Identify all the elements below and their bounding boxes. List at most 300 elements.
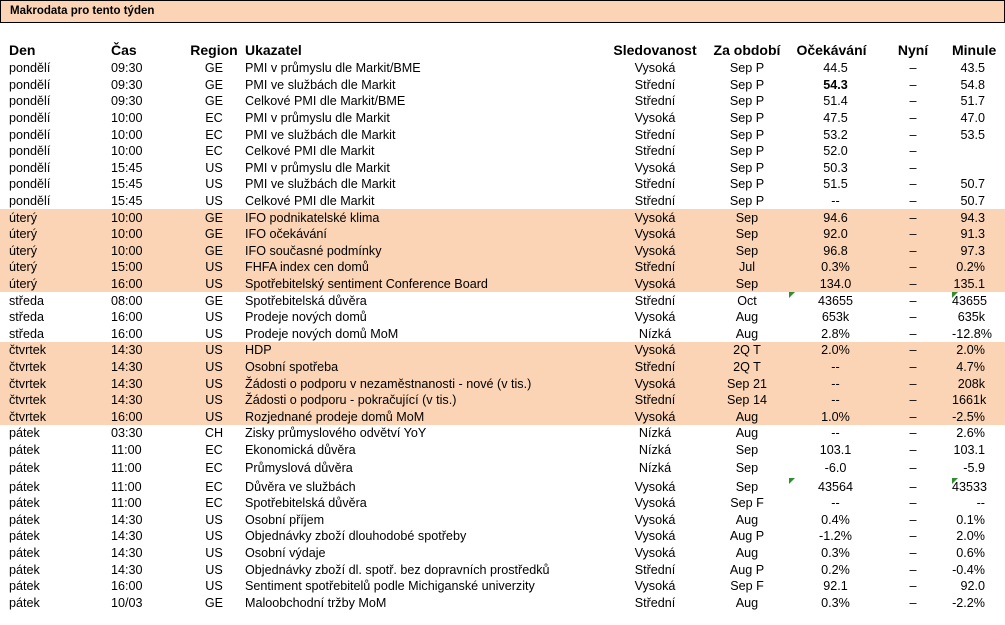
cell-ocekavani-text: 94.6 <box>823 210 848 225</box>
cell-den-text: pátek <box>9 479 40 494</box>
cell-sledovanost <box>605 60 705 77</box>
cell-ukazatel-text: PMI ve službách dle Markit <box>245 127 396 142</box>
cell-minule <box>952 209 1005 226</box>
cell-ukazatel-text: Prodeje nových domů MoM <box>245 326 399 341</box>
cell-sledovanost-text: Vysoká <box>634 210 676 225</box>
cell-nyni <box>874 60 952 77</box>
cell-sledovanost-text: Vysoká <box>634 243 676 258</box>
cell-ocekavani-text: 2.0% <box>821 343 850 358</box>
cell-ocekavani-text: 51.5 <box>823 177 848 192</box>
cell-sledovanost <box>605 594 705 611</box>
cell-ukazatel <box>245 126 605 143</box>
cell-minule-text: 135.1 <box>953 277 985 292</box>
cell-ukazatel <box>245 478 605 495</box>
cell-cas <box>111 226 183 243</box>
cell-ukazatel <box>245 578 605 595</box>
cell-minule-text: -12.8% <box>952 326 992 341</box>
cell-nyni-text: – <box>909 77 917 92</box>
cell-za-obdobi-text: Sep P <box>729 94 765 109</box>
cell-nyni <box>874 193 952 210</box>
cell-nyni-text: – <box>909 376 917 391</box>
cell-den <box>0 243 111 260</box>
cell-sledovanost <box>605 359 705 376</box>
cell-den-text: pondělí <box>9 111 51 126</box>
cell-cas-text: 14:30 <box>111 376 143 391</box>
cell-za-obdobi <box>705 143 789 160</box>
cell-cas-text: 16:00 <box>111 310 143 325</box>
cell-ukazatel-text: Prodeje nových domů <box>245 310 367 325</box>
cell-minule-text: 51.7 <box>960 94 985 109</box>
cell-ukazatel <box>245 545 605 562</box>
cell-ocekavani-text: -6.0 <box>824 461 847 476</box>
cell-den <box>0 528 111 545</box>
cell-nyni <box>874 408 952 425</box>
cell-minule <box>952 243 1005 260</box>
cell-region <box>183 110 245 127</box>
cell-region-text: US <box>205 579 223 594</box>
cell-za-obdobi-text: Sep P <box>729 111 765 126</box>
cell-region-text: EC <box>205 496 223 511</box>
cell-nyni <box>874 495 952 512</box>
cell-region-text: US <box>205 409 223 424</box>
header-ukazatel: Ukazatel <box>245 42 302 58</box>
cell-ocekavani <box>789 342 874 359</box>
cell-sledovanost-text: Nízká <box>638 326 672 341</box>
cell-region-text: GE <box>204 595 224 610</box>
cell-nyni-text: – <box>909 194 917 209</box>
cell-ocekavani <box>789 359 874 376</box>
cell-sledovanost <box>605 495 705 512</box>
cell-ocekavani-text: 47.5 <box>823 111 848 126</box>
cell-region-text: EC <box>205 144 223 159</box>
cell-ukazatel <box>245 342 605 359</box>
cell-za-obdobi <box>705 193 789 210</box>
cell-region-text: GE <box>204 243 224 258</box>
cell-ocekavani <box>789 176 874 193</box>
cell-cas <box>111 495 183 512</box>
cell-ukazatel <box>245 309 605 326</box>
cell-nyni <box>874 309 952 326</box>
table-row <box>0 209 1005 226</box>
cell-sledovanost <box>605 126 705 143</box>
cell-minule-text: 50.7 <box>960 194 985 209</box>
cell-za-obdobi <box>705 578 789 595</box>
cell-cas <box>111 160 183 177</box>
table-row <box>0 495 1005 512</box>
cell-sledovanost-text: Střední <box>634 260 676 275</box>
cell-cas-text: 09:30 <box>111 94 143 109</box>
cell-nyni-text: – <box>909 545 917 560</box>
cell-za-obdobi <box>705 375 789 392</box>
cell-cas-text: 14:30 <box>111 343 143 358</box>
cell-minule-text: 103.1 <box>953 442 985 457</box>
cell-sledovanost <box>605 545 705 562</box>
cell-den <box>0 126 111 143</box>
cell-nyni-text: – <box>909 144 917 159</box>
cell-nyni <box>874 110 952 127</box>
cell-nyni <box>874 375 952 392</box>
cell-cas-text: 14:30 <box>111 529 143 544</box>
cell-den-text: pátek <box>9 595 40 610</box>
cell-za-obdobi <box>705 243 789 260</box>
cell-sledovanost <box>605 243 705 260</box>
cell-za-obdobi <box>705 408 789 425</box>
cell-region-text: US <box>205 545 223 560</box>
cell-ocekavani-text: 653k <box>821 310 850 325</box>
cell-cas-text: 08:00 <box>111 293 143 308</box>
cell-ukazatel <box>245 143 605 160</box>
cell-ukazatel-text: IFO očekávání <box>245 227 327 242</box>
cell-nyni-text: – <box>909 210 917 225</box>
cell-note-marker-icon <box>789 292 795 298</box>
cell-ukazatel <box>245 594 605 611</box>
cell-cas-text: 14:30 <box>111 393 143 408</box>
cell-den-text: čtvrtek <box>9 409 47 424</box>
cell-sledovanost-text: Střední <box>634 194 676 209</box>
header-za-obdobi: Za období <box>713 42 781 58</box>
table-row <box>0 176 1005 193</box>
cell-sledovanost-text: Nízká <box>638 461 672 476</box>
cell-sledovanost <box>605 276 705 293</box>
cell-cas <box>111 143 183 160</box>
table-row <box>0 143 1005 160</box>
cell-ocekavani-text: 52.0 <box>823 144 848 159</box>
cell-ukazatel-text: IFO současné podmínky <box>245 243 382 258</box>
cell-sledovanost-text: Střední <box>634 94 676 109</box>
cell-nyni-text: – <box>909 529 917 544</box>
cell-den <box>0 276 111 293</box>
cell-ukazatel <box>245 442 605 459</box>
cell-ukazatel-text: PMI ve službách dle Markit <box>245 77 396 92</box>
cell-cas-text: 15:45 <box>111 160 143 175</box>
cell-region-text: GE <box>204 293 224 308</box>
table-row <box>0 594 1005 611</box>
cell-minule-text: 0.6% <box>956 545 985 560</box>
cell-za-obdobi-text: Sep <box>735 210 759 225</box>
cell-nyni-text: – <box>909 595 917 610</box>
cell-sledovanost <box>605 408 705 425</box>
cell-minule <box>952 160 1005 177</box>
cell-ocekavani <box>789 143 874 160</box>
cell-minule <box>952 309 1005 326</box>
cell-za-obdobi-text: Aug <box>735 409 759 424</box>
cell-nyni-text: – <box>909 227 917 242</box>
table-row <box>0 126 1005 143</box>
cell-region <box>183 226 245 243</box>
header-cas: Čas <box>111 42 137 58</box>
table-row <box>0 578 1005 595</box>
cell-region <box>183 425 245 442</box>
cell-cas-text: 16:00 <box>111 409 143 424</box>
cell-ocekavani <box>789 511 874 528</box>
cell-nyni <box>874 359 952 376</box>
cell-cas-text: 03:30 <box>111 426 143 441</box>
cell-ukazatel-text: Objednávky zboží dlouhodobé spotřeby <box>245 529 467 544</box>
cell-za-obdobi-text: Sep <box>735 227 759 242</box>
cell-nyni <box>874 425 952 442</box>
cell-nyni-text: – <box>909 562 917 577</box>
cell-ocekavani <box>789 594 874 611</box>
cell-za-obdobi <box>705 160 789 177</box>
cell-cas-text: 09:30 <box>111 61 143 76</box>
cell-cas <box>111 359 183 376</box>
cell-minule <box>952 528 1005 545</box>
cell-cas <box>111 342 183 359</box>
cell-za-obdobi-text: Sep P <box>729 177 765 192</box>
cell-den <box>0 458 111 478</box>
cell-cas-text: 10:00 <box>111 210 143 225</box>
cell-region <box>183 93 245 110</box>
cell-region-text: US <box>205 343 223 358</box>
cell-minule <box>952 594 1005 611</box>
cell-nyni <box>874 594 952 611</box>
cell-sledovanost-text: Střední <box>634 359 676 374</box>
cell-ukazatel-text: PMI v průmyslu dle Markit/BME <box>245 61 421 76</box>
cell-za-obdobi <box>705 359 789 376</box>
cell-region-text: US <box>205 393 223 408</box>
table-row <box>0 528 1005 545</box>
cell-den-text: úterý <box>9 277 37 292</box>
cell-nyni-text: – <box>909 310 917 325</box>
cell-region-text: US <box>205 260 223 275</box>
cell-sledovanost-text: Nízká <box>638 442 672 457</box>
cell-minule-text: 4.7% <box>956 359 985 374</box>
cell-sledovanost <box>605 478 705 495</box>
cell-region-text: US <box>205 529 223 544</box>
cell-ukazatel <box>245 458 605 478</box>
cell-den-text: pondělí <box>9 160 51 175</box>
cell-ukazatel-text: Zisky průmyslového odvětví YoY <box>245 426 427 441</box>
cell-den <box>0 495 111 512</box>
cell-ukazatel-text: Spotřebitelská důvěra <box>245 293 367 308</box>
cell-ocekavani-text: 0.3% <box>821 545 850 560</box>
cell-ocekavani-text: -- <box>831 496 840 511</box>
cell-ocekavani-text: 54.3 <box>823 77 848 92</box>
cell-ocekavani-text: 1.0% <box>821 409 850 424</box>
cell-cas-text: 14:30 <box>111 562 143 577</box>
table-row <box>0 193 1005 210</box>
cell-ocekavani <box>789 126 874 143</box>
table-row <box>0 458 1005 478</box>
cell-den <box>0 392 111 409</box>
cell-za-obdobi-text: Sep 21 <box>727 376 767 391</box>
cell-nyni <box>874 392 952 409</box>
cell-region-text: US <box>205 310 223 325</box>
cell-minule <box>952 458 1005 478</box>
cell-cas <box>111 545 183 562</box>
cell-ocekavani <box>789 545 874 562</box>
cell-ocekavani <box>789 528 874 545</box>
cell-minule <box>952 392 1005 409</box>
cell-ukazatel <box>245 511 605 528</box>
cell-ocekavani-text: -- <box>831 376 840 391</box>
cell-minule-text: 2.0% <box>956 343 985 358</box>
cell-nyni <box>874 243 952 260</box>
cell-ukazatel <box>245 93 605 110</box>
cell-ocekavani-text: 43564 <box>817 479 854 494</box>
cell-cas <box>111 408 183 425</box>
cell-sledovanost <box>605 77 705 94</box>
cell-nyni <box>874 160 952 177</box>
cell-nyni-text: – <box>909 461 917 476</box>
cell-cas <box>111 193 183 210</box>
cell-sledovanost-text: Vysoká <box>634 227 676 242</box>
cell-ocekavani <box>789 110 874 127</box>
cell-ocekavani-text: -1.2% <box>819 529 852 544</box>
cell-den-text: pondělí <box>9 177 51 192</box>
cell-ukazatel-text: Ekonomická důvěra <box>245 442 356 457</box>
cell-region <box>183 375 245 392</box>
cell-nyni-text: – <box>909 359 917 374</box>
cell-ukazatel-text: Maloobchodní tržby MoM <box>245 595 387 610</box>
cell-region-text: EC <box>205 111 223 126</box>
cell-za-obdobi-text: Jul <box>738 260 756 275</box>
cell-nyni <box>874 209 952 226</box>
cell-den-text: středa <box>9 293 45 308</box>
cell-sledovanost-text: Vysoká <box>634 310 676 325</box>
cell-sledovanost <box>605 110 705 127</box>
cell-sledovanost <box>605 259 705 276</box>
cell-za-obdobi <box>705 511 789 528</box>
table-row <box>0 276 1005 293</box>
cell-den <box>0 359 111 376</box>
cell-za-obdobi <box>705 495 789 512</box>
cell-ocekavani-text: 92.1 <box>823 579 848 594</box>
header-minule: Minule <box>952 42 997 58</box>
cell-ocekavani-text: 96.8 <box>823 243 848 258</box>
cell-den-text: čtvrtek <box>9 376 47 391</box>
cell-sledovanost <box>605 442 705 459</box>
cell-cas <box>111 392 183 409</box>
table-row <box>0 561 1005 578</box>
cell-za-obdobi <box>705 226 789 243</box>
table-row <box>0 478 1005 495</box>
cell-nyni-text: – <box>909 160 917 175</box>
cell-cas-text: 10:00 <box>111 227 143 242</box>
cell-za-obdobi <box>705 60 789 77</box>
cell-ocekavani <box>789 478 874 495</box>
cell-ocekavani-text: 0.4% <box>821 512 850 527</box>
cell-den-text: čtvrtek <box>9 359 47 374</box>
cell-den-text: pátek <box>9 562 40 577</box>
cell-minule-text: 2.0% <box>956 529 985 544</box>
cell-za-obdobi <box>705 392 789 409</box>
cell-za-obdobi-text: Sep <box>735 442 759 457</box>
cell-ukazatel-text: IFO podnikatelské klima <box>245 210 380 225</box>
cell-minule <box>952 126 1005 143</box>
cell-nyni <box>874 578 952 595</box>
cell-den <box>0 309 111 326</box>
cell-minule <box>952 226 1005 243</box>
cell-nyni <box>874 292 952 309</box>
cell-ukazatel-text: HDP <box>245 343 272 358</box>
cell-note-marker-icon <box>789 478 795 484</box>
cell-minule <box>952 425 1005 442</box>
cell-ocekavani <box>789 243 874 260</box>
cell-minule <box>952 359 1005 376</box>
cell-den <box>0 93 111 110</box>
cell-sledovanost <box>605 292 705 309</box>
cell-den-text: pátek <box>9 426 40 441</box>
cell-minule-text: 635k <box>957 310 985 325</box>
cell-nyni-text: – <box>909 293 917 308</box>
cell-cas-text: 15:45 <box>111 177 143 192</box>
cell-den <box>0 259 111 276</box>
cell-za-obdobi-text: Sep <box>735 243 759 258</box>
cell-ukazatel-text: Žádosti o podporu - pokračující (v tis.) <box>245 393 457 408</box>
cell-ukazatel <box>245 160 605 177</box>
cell-ocekavani-text: -- <box>831 359 840 374</box>
cell-den-text: pondělí <box>9 77 51 92</box>
cell-nyni-text: – <box>909 326 917 341</box>
cell-za-obdobi <box>705 93 789 110</box>
header-row <box>0 40 1005 60</box>
cell-ukazatel <box>245 226 605 243</box>
cell-den <box>0 209 111 226</box>
cell-minule-text: 43.5 <box>960 61 985 76</box>
cell-region <box>183 243 245 260</box>
cell-ocekavani <box>789 292 874 309</box>
cell-sledovanost <box>605 226 705 243</box>
cell-den-text: pátek <box>9 496 40 511</box>
cell-cas-text: 16:00 <box>111 579 143 594</box>
cell-nyni-text: – <box>909 277 917 292</box>
cell-minule <box>952 77 1005 94</box>
cell-ocekavani-text: 92.0 <box>823 227 848 242</box>
table-row <box>0 425 1005 442</box>
header-region: Region <box>190 42 238 58</box>
cell-cas <box>111 561 183 578</box>
cell-sledovanost-text: Střední <box>634 177 676 192</box>
cell-ukazatel <box>245 292 605 309</box>
cell-den-text: úterý <box>9 260 37 275</box>
cell-den-text: pátek <box>9 461 40 476</box>
cell-ukazatel <box>245 425 605 442</box>
cell-minule-text: 94.3 <box>960 210 985 225</box>
cell-za-obdobi <box>705 561 789 578</box>
cell-ukazatel-text: Žádosti o podporu v nezaměstnanosti - nové (v tis.) <box>245 376 532 391</box>
cell-cas-text: 15:45 <box>111 194 143 209</box>
cell-sledovanost <box>605 425 705 442</box>
cell-cas-text: 10/03 <box>111 595 143 610</box>
cell-ukazatel <box>245 193 605 210</box>
cell-cas-text: 14:30 <box>111 359 143 374</box>
cell-den <box>0 375 111 392</box>
cell-minule-text: 2.6% <box>956 426 985 441</box>
cell-ukazatel <box>245 176 605 193</box>
cell-cas <box>111 528 183 545</box>
cell-region-text: US <box>205 512 223 527</box>
cell-region-text: US <box>205 160 223 175</box>
cell-den <box>0 561 111 578</box>
table-row <box>0 77 1005 94</box>
cell-minule-text: 92.0 <box>960 579 985 594</box>
cell-ocekavani <box>789 209 874 226</box>
cell-cas <box>111 478 183 495</box>
cell-za-obdobi <box>705 425 789 442</box>
cell-region <box>183 594 245 611</box>
cell-za-obdobi-text: Sep P <box>729 160 765 175</box>
cell-region <box>183 495 245 512</box>
cell-sledovanost-text: Vysoká <box>634 512 676 527</box>
cell-minule-text: -2.2% <box>952 595 985 610</box>
cell-sledovanost-text: Vysoká <box>634 61 676 76</box>
cell-cas-text: 11:00 <box>111 461 142 476</box>
cell-minule-text: 47.0 <box>960 111 985 126</box>
cell-region-text: US <box>205 177 223 192</box>
cell-ocekavani <box>789 458 874 478</box>
cell-region <box>183 60 245 77</box>
